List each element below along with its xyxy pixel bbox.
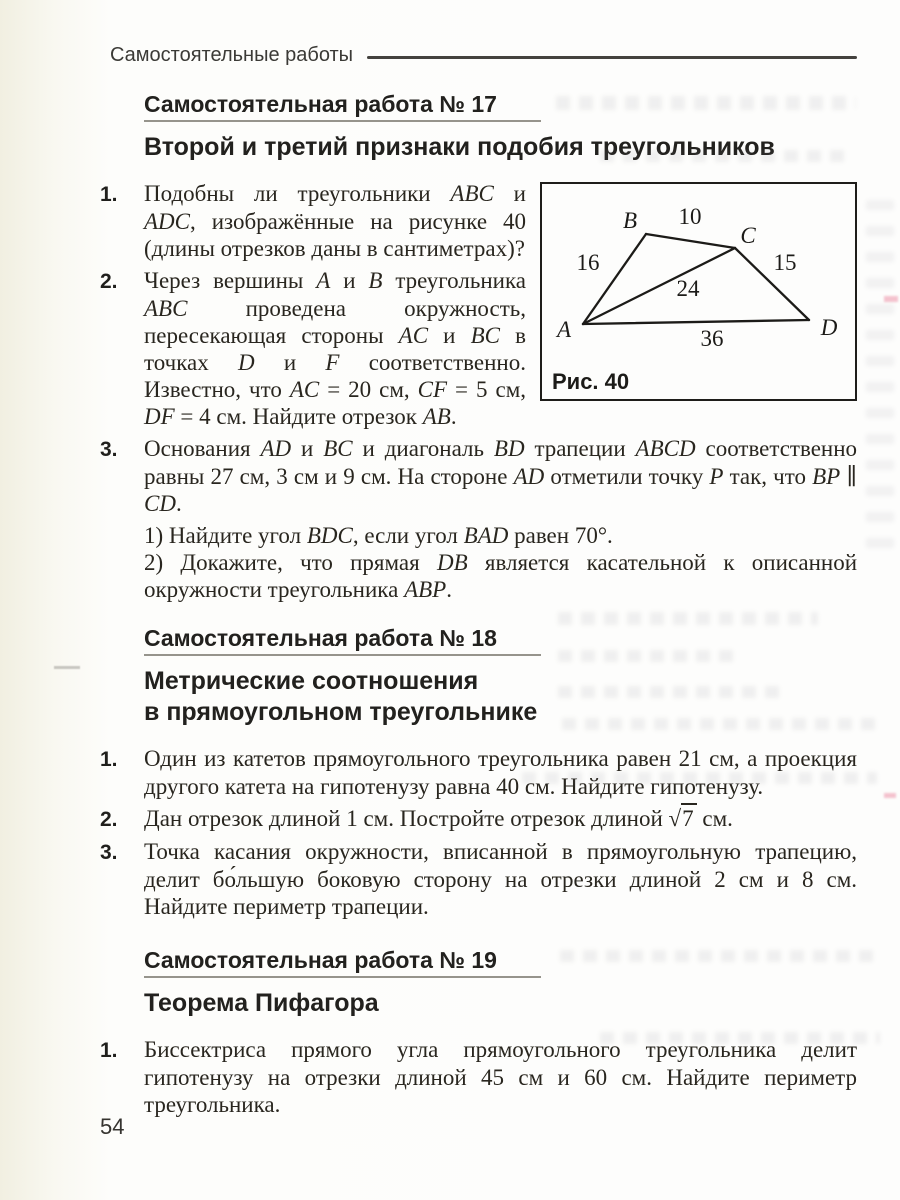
- problem-17-3-sub-1: 1) Найдите угол BDC, если угол BAD равен 70°.: [144, 523, 613, 548]
- work-17-heading: Самостоятельная работа № 17: [144, 91, 541, 122]
- running-head: [110, 44, 857, 67]
- scan-mark: [54, 666, 80, 669]
- problem-number: 1.: [100, 1039, 118, 1062]
- problem-number: 2.: [100, 270, 118, 293]
- problem-number: 3.: [100, 438, 118, 461]
- figure-caption: Рис. 40: [552, 369, 630, 394]
- svg-text:24: 24: [676, 276, 700, 301]
- svg-text:15: 15: [773, 250, 797, 275]
- header-rule: [367, 56, 857, 59]
- problem-18-3: [100, 838, 857, 920]
- problem-number: 2.: [100, 808, 118, 831]
- section-work-17: [100, 91, 857, 603]
- svg-text:10: 10: [678, 204, 702, 229]
- bleedthrough-artifact: [558, 612, 818, 625]
- svg-text:B: B: [622, 208, 638, 233]
- quadrilateral-figure-svg: [542, 184, 851, 395]
- problem-17-3: [100, 435, 857, 517]
- problem-number: 3.: [100, 841, 118, 864]
- work-18-problems: [100, 745, 857, 925]
- bleedthrough-artifact: [866, 200, 894, 560]
- work-19-problems: [100, 1036, 857, 1123]
- svg-text:36: 36: [700, 326, 724, 351]
- problem-text: Через вершины A и B треугольника ABC проведена окружность, пересекающая стороны AC и BC в точках D и F соответственно. Известно, что AC = 20 см, CF = 5 см, DF = 4 см. Найдите отрезок AB.: [144, 268, 527, 429]
- section-work-19: [100, 947, 857, 1123]
- section-work-18: [100, 625, 857, 925]
- work-17-problems: [100, 180, 857, 603]
- svg-text:A: A: [556, 317, 572, 342]
- svg-text:D: D: [820, 315, 838, 340]
- work-18-title: Метрические соотношения в прямоугольном треугольнике: [144, 667, 538, 726]
- page-number: 54: [100, 1114, 125, 1139]
- problem-number: 1.: [100, 183, 118, 206]
- scan-mark: [884, 296, 898, 302]
- running-head-title: Самостоятельные работы: [110, 44, 354, 66]
- problem-text: Биссектриса прямого угла прямоугольного треугольника делит гипотенузу на отрезки длиной 45 см и 60 см. Найдите периметр треугольника.: [144, 1037, 857, 1117]
- problem-19-1: [100, 1036, 857, 1118]
- problem-18-2: [100, 805, 857, 833]
- problem-text: Дан отрезок длиной 1 см. Постройте отрезок длиной √7 см.: [144, 803, 733, 831]
- problem-number: 1.: [100, 748, 118, 771]
- svg-text:C: C: [740, 223, 756, 248]
- work-17-title: Второй и третий признаки подобия треугольников: [144, 133, 775, 161]
- figure-40: [540, 182, 857, 401]
- problem-text: Один из катетов прямоугольного треугольника равен 21 см, а проекция другого катета на гипотенузу равна 40 см. Найдите гипотенузу.: [144, 746, 857, 799]
- problem-text: Основания AD и BC и диагональ BD трапеции ABCD соответственно равны 27 см, 3 см и 9 см. На стороне AD отметили точку P так, что BP ∥ CD.: [144, 436, 858, 516]
- work-19-heading: Самостоятельная работа № 19: [144, 947, 541, 978]
- scan-mark: [884, 793, 896, 798]
- problem-text: Подобны ли треугольники ABC и ADC, изображённые на рисунке 40 (длины отрезков даны в сантиметрах)?: [144, 181, 526, 261]
- problem-17-3-sub-2: 2) Докажите, что прямая DB является касательной к описанной окружности треугольника ABP.: [144, 550, 858, 602]
- work-18-heading: Самостоятельная работа № 18: [144, 625, 541, 656]
- work-19-title: Теорема Пифагора: [144, 989, 379, 1017]
- problem-text: Точка касания окружности, вписанной в прямоугольную трапецию, делит бо́льшую боковую сторону на отрезки длиной 2 см и 8 см. Найдите периметр трапеции.: [144, 839, 857, 919]
- problem-18-1: [100, 745, 857, 800]
- svg-text:16: 16: [576, 250, 600, 275]
